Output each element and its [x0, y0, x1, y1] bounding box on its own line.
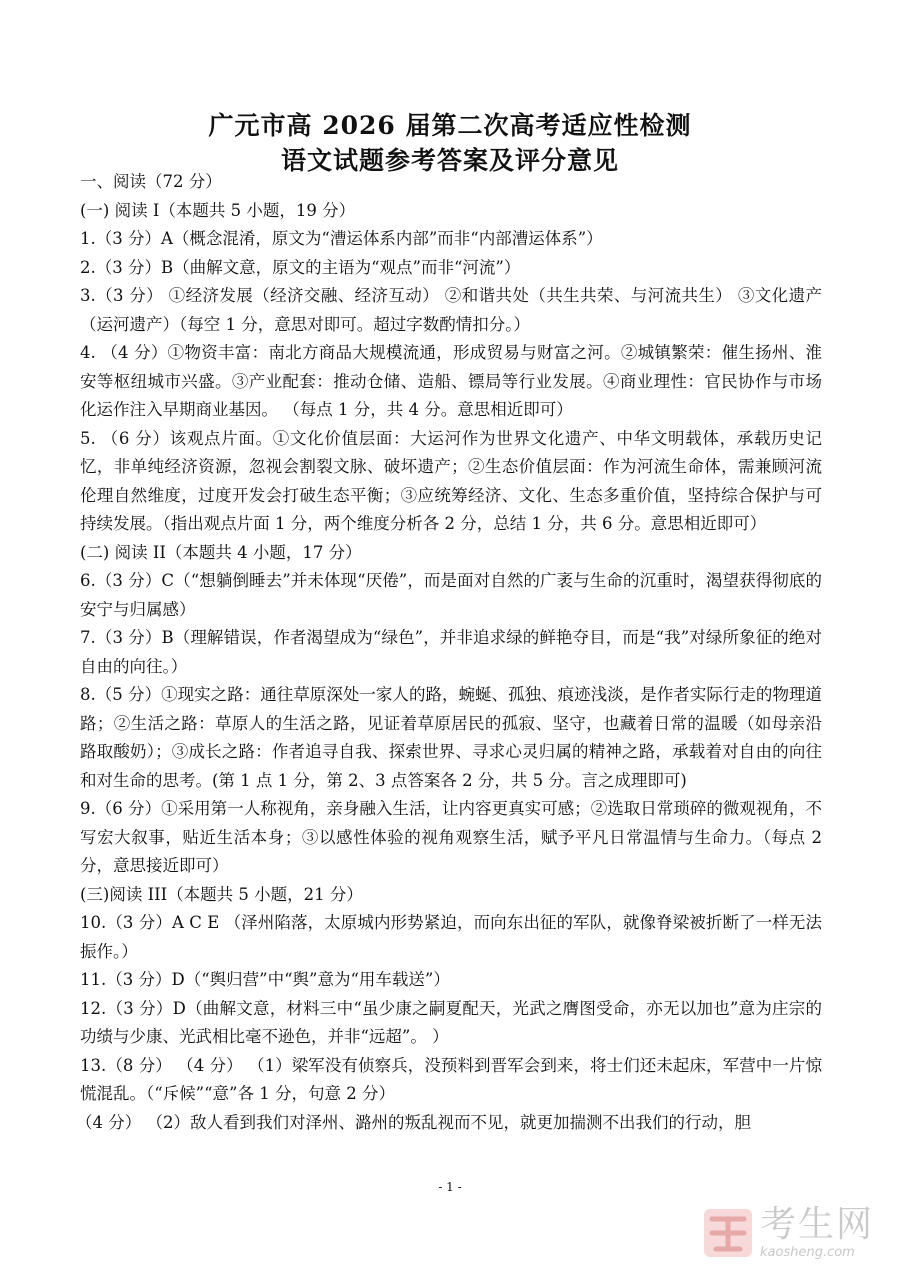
- document-subtitle: 语文试题参考答案及评分意见: [280, 146, 619, 175]
- watermark-url: kaosheng.com: [760, 1245, 855, 1260]
- document-title: 广元市高 2026 届第二次高考适应性检测: [208, 111, 692, 140]
- answer-item: 4. （4 分）①物资丰富：南北方商品大规模流通，形成贸易与财富之河。②城镇繁荣：催生扬州、淮安等枢纽城市兴盛。③产业配套：推动仓储、造船、镖局等行业发展。④商业理性：官民协作与市场化运作注入早期商业基因。 （每点 1 分，共 4 分。意思相近即可）: [80, 343, 822, 419]
- answer-content: [76, 168, 822, 1137]
- answer-item: 8.（5 分）①现实之路：通往草原深处一家人的路，蜿蜒、孤独、痕迹浅淡，是作者实际行走的物理道路；②生活之路：草原人的生活之路，见证着草原居民的孤寂、坚守，也藏着日常的温暖（如母亲沿路取酸奶）；③成长之路：作者追寻自我、探索世界、寻求心灵归属的精神之路，承载着对自由的向往和对生命的思考。(第 1 点 1 分，第 2、3 点答案各 2 分，共 5 分。言之成理即可): [80, 685, 822, 790]
- answer-item: 9.（6 分）①采用第一人称视角，亲身融入生活，让内容更真实可感；②选取日常琐碎的微观视角，不写宏大叙事，贴近生活本身；③以感性体验的视角观察生活，赋予平凡日常温情与生命力。（每点 2 分，意思接近即可）: [80, 799, 822, 875]
- kaosheng-logo-icon: [700, 1203, 756, 1263]
- page-number: - 1 -: [438, 1180, 462, 1194]
- subsection-heading: (三)阅读 III（本题共 5 小题，21 分）: [80, 884, 363, 904]
- section-heading: 一、阅读（72 分）: [80, 172, 222, 191]
- answer-item: 5. （6 分）该观点片面。①文化价值层面：大运河作为世界文化遗产、中华文明载体，承载历史记忆，非单纯经济资源，忽视会割裂文脉、破坏遗产；②生态价值层面：作为河流生命体，需兼顾河流伦理自然维度，过度开发会打破生态平衡；③应统筹经济、文化、生态多重价值，坚持综合保护与可持续发展。（指出观点片面 1 分，两个维度分析各 2 分，总结 1 分，共 6 分。意思相近即可）: [80, 428, 822, 533]
- answer-item: 3.（3 分） ①经济发展（经济交融、经济互动） ②和谐共处（共生共荣、与河流共生） ③文化遗产（运河遗产）（每空 1 分，意思对即可。超过字数酌情扣分。）: [80, 286, 822, 334]
- subsection-heading: (一) 阅读 I（本题共 5 小题，19 分）: [80, 200, 356, 220]
- answer-item: 11.（3 分）D（“舆归营”中“舆”意为“用车载送”）: [80, 970, 450, 989]
- answer-item: （4 分） （2）敌人看到我们对泽州、潞州的叛乱视而不见，就更加揣测不出我们的行动，胆: [76, 1112, 751, 1132]
- answer-item: 13.（8 分） （4 分） （1）梁军没有侦察兵，没预料到晋军会到来，将士们还未起床，军营中一片惊慌混乱。（“斥候”“意”各 1 分，句意 2 分）: [80, 1055, 822, 1103]
- answer-item: 10.（3 分）A C E （泽州陷落，太原城内形势紧迫，而向东出征的军队，就像脊梁被折断了一样无法振作。）: [80, 913, 822, 961]
- answer-item: 2.（3 分）B（曲解文意，原文的主语为“观点”而非“河流”）: [80, 257, 521, 277]
- subsection-heading: (二) 阅读 II（本题共 4 小题，17 分）: [80, 542, 362, 562]
- watermark: [700, 1200, 890, 1266]
- answer-item: 12.（3 分）D（曲解文意，材料三中“虽少康之嗣夏配天，光武之膺图受命，亦无以加也”意为庄宗的功绩与少康、光武相比毫不逊色，并非“远超”。 ）: [80, 998, 822, 1046]
- answer-item: 6.（3 分）C（“想躺倒睡去”并未体现“厌倦”，而是面对自然的广袤与生命的沉重时，渴望获得彻底的安宁与归属感）: [80, 571, 822, 619]
- answer-item: 7.（3 分）B（理解错误，作者渴望成为“绿色”，并非追求绿的鲜艳夺目，而是“我”对绿所象征的绝对自由的向往。）: [80, 628, 822, 676]
- watermark-text: 考生网: [760, 1204, 875, 1245]
- answer-item: 1.（3 分）A（概念混淆，原文为“漕运体系内部”而非“内部漕运体系”）: [80, 229, 603, 248]
